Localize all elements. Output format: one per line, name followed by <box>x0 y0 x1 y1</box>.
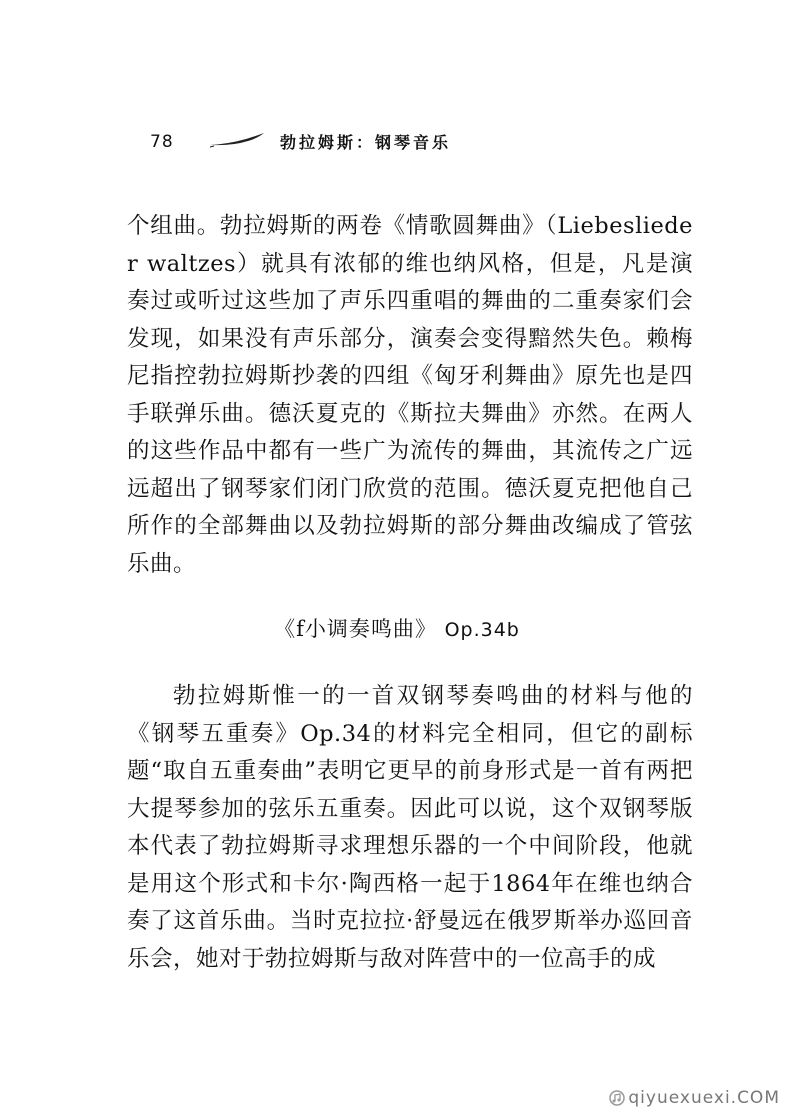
page-header <box>150 128 650 160</box>
body-paragraph: 个组曲。勃拉姆斯的两卷《情歌圆舞曲》（Liebeslieder waltzes）就具有浓郁的维也纳风格，但是，凡是演奏过或听过这些加了声乐四重唱的舞曲的二重奏家们会发现，如果没有声乐部分，演奏会变得黯然失色。赖梅尼指控勃拉姆斯抄袭的四组《匈牙利舞曲》原先也是四手联弹乐曲。德沃夏克的《斯拉夫舞曲》亦然。在两人的这些作品中都有一些广为流传的舞曲，其流传之广远远超出了钢琴家们闭门欣赏的范围。德沃夏克把他自己所作的全部舞曲以及勃拉姆斯的部分舞曲改编成了管弦乐曲。 <box>127 213 693 577</box>
quill-icon <box>208 132 268 152</box>
music-note-icon <box>609 1090 625 1106</box>
watermark <box>609 1088 780 1108</box>
body-paragraph: 勃拉姆斯惟一的一首双钢琴奏鸣曲的材料与他的《钢琴五重奏》Op.34的材料完全相同，但它的副标题“取自五重奏曲”表明它更早的前身形式是一首有两把大提琴参加的弦乐五重奏。因此可以说，这个双钢琴版本代表了勃拉姆斯寻求理想乐器的一个中间阶段，他就是用这个形式和卡尔·陶西格一起于1864年在维也纳合奏了这首乐曲。当时克拉拉·舒曼远在俄罗斯举办巡回音乐会，她对于勃拉姆斯与敌对阵营中的一位高手的成 <box>127 683 693 972</box>
section-heading <box>0 613 794 643</box>
running-title: 勃拉姆斯：钢琴音乐 <box>280 133 452 152</box>
section-title: 《f小调奏鸣曲》 <box>274 617 437 641</box>
page-number: 78 <box>150 132 174 152</box>
watermark-text: qiyuexuexi.COM <box>628 1088 780 1108</box>
section-opus: Op.34b <box>444 619 520 641</box>
